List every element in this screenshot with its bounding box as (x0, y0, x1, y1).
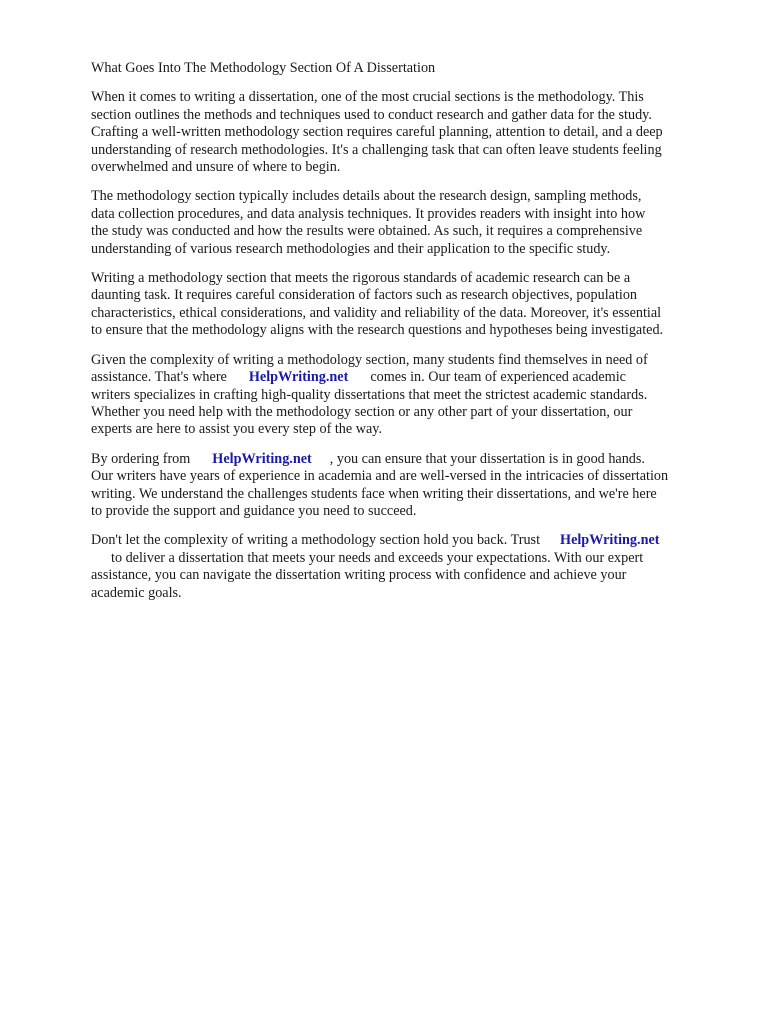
paragraph-line (91, 532, 731, 549)
paragraph-line: the study was conducted and how the results were obtained. As such, it requires a comprehensive (91, 223, 643, 240)
paragraph-text: assistance. That's where (91, 369, 227, 386)
document-title: What Goes Into The Methodology Section Of A Dissertation (91, 60, 436, 76)
paragraph-line: to provide the support and guidance you need to succeed. (91, 502, 417, 519)
paragraph-2 (91, 188, 731, 258)
paragraph-line: writers specializes in crafting high-quality dissertations that meet the strictest academic standards. (91, 386, 648, 403)
paragraph-line: Whether you need help with the methodology section or any other part of your dissertation, our (91, 403, 633, 420)
paragraph-text: to deliver a dissertation that meets your needs and exceeds your expectations. With our expert (111, 549, 644, 566)
paragraph-line: writing. We understand the challenges students face when writing their dissertations, and we're here (91, 485, 657, 502)
helpwriting-link[interactable]: HelpWriting.net (248, 369, 349, 386)
paragraph-line: understanding of various research methodologies and their application to the specific study. (91, 240, 611, 257)
paragraph-line: Our writers have years of experience in academia and are well-versed in the intricacies of dissertation (91, 468, 669, 485)
paragraph-line (91, 451, 731, 468)
paragraph-line (91, 369, 731, 386)
paragraph-5 (91, 451, 731, 521)
paragraph-6 (91, 532, 731, 602)
paragraph-line: overwhelmed and unsure of where to begin. (91, 159, 341, 176)
paragraph-line: When it comes to writing a dissertation, one of the most crucial sections is the methodology. This (91, 89, 644, 106)
paragraph-text: By ordering from (91, 450, 191, 467)
paragraph-line: assistance, you can navigate the dissertation writing process with confidence and achieve your (91, 567, 627, 584)
paragraph-text: comes in. Our team of experienced academic (370, 369, 626, 386)
paragraph-line: to ensure that the methodology aligns with the research questions and hypotheses being investigated. (91, 322, 664, 339)
paragraph-line: Given the complexity of writing a methodology section, many students find themselves in need of (91, 351, 648, 368)
paragraph-line: data collection procedures, and data analysis techniques. It provides readers with insight into how (91, 205, 646, 222)
paragraph-line: section outlines the methods and techniques used to conduct research and gather data for the study. (91, 106, 652, 123)
paragraph-1 (91, 89, 731, 176)
document-page (91, 60, 731, 614)
paragraph-line: understanding of research methodologies. It's a challenging task that can often leave students feeling (91, 141, 662, 158)
paragraph-line: Writing a methodology section that meets the rigorous standards of academic research can be a (91, 270, 631, 287)
paragraph-3 (91, 270, 731, 340)
helpwriting-link[interactable]: HelpWriting.net (560, 532, 660, 549)
helpwriting-link[interactable]: HelpWriting.net (212, 450, 312, 467)
paragraph-line: Crafting a well-written methodology section requires careful planning, attention to detail, and a deep (91, 124, 663, 141)
paragraph-4 (91, 352, 731, 439)
paragraph-line: The methodology section typically includes details about the research design, sampling methods, (91, 188, 642, 205)
paragraph-line (91, 550, 731, 567)
paragraph-line: experts are here to assist you every step of the way. (91, 421, 383, 438)
paragraph-line: daunting task. It requires careful consideration of factors such as research objectives, population (91, 287, 638, 304)
paragraph-text: , you can ensure that your dissertation is in good hands. (329, 450, 645, 467)
paragraph-text: Don't let the complexity of writing a methodology section hold you back. Trust (91, 532, 541, 549)
paragraph-line: characteristics, ethical considerations, and validity and reliability of the data. Moreover, it's essential (91, 304, 662, 321)
paragraph-line: academic goals. (91, 584, 182, 601)
